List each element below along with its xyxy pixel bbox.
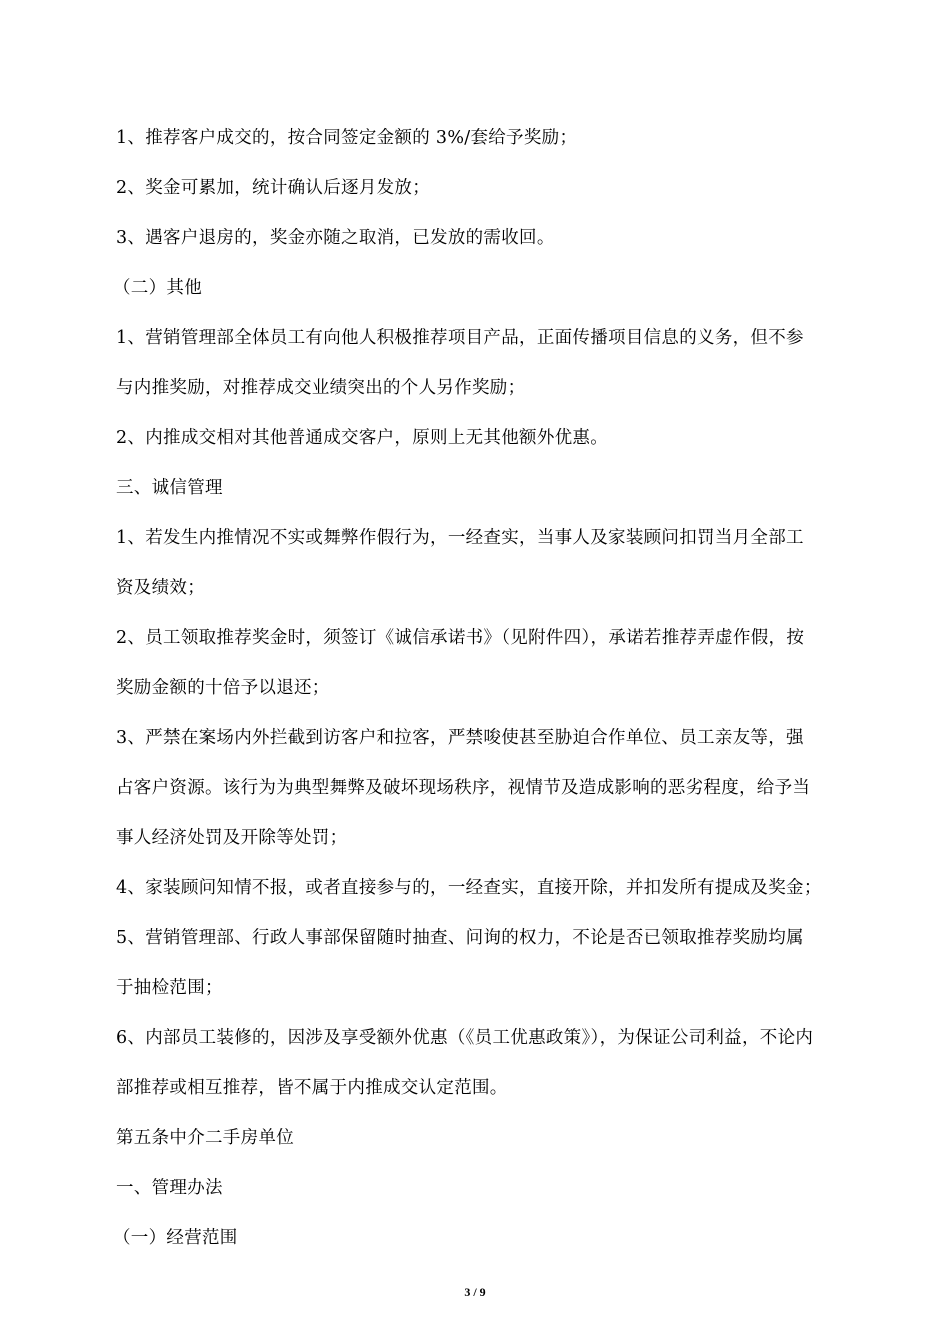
section-heading: 一、管理办法 (116, 1178, 223, 1198)
paragraph-line: 事人经济处罚及开除等处罚； (116, 828, 348, 848)
paragraph-line: 6、内部员工装修的，因涉及享受额外优惠（《员工优惠政策》），为保证公司利益，不论内 (116, 1028, 814, 1048)
paragraph-line: 1、推荐客户成交的，按合同签定金额的 3%/套给予奖励； (116, 128, 578, 148)
paragraph-line: 于抽检范围； (116, 978, 223, 998)
paragraph-line: 部推荐或相互推荐，皆不属于内推成交认定范围。 (116, 1078, 508, 1098)
subsection-heading: （一）经营范围 (113, 1228, 238, 1248)
paragraph-line: 1、营销管理部全体员工有向他人积极推荐项目产品，正面传播项目信息的义务，但不参 (116, 328, 804, 348)
page-number: 3 / 9 (464, 1285, 486, 1299)
paragraph-line: 与内推奖励，对推荐成交业绩突出的个人另作奖励； (116, 378, 526, 398)
section-heading: （二）其他 (113, 278, 202, 298)
paragraph-line: 奖励金额的十倍予以退还； (116, 678, 330, 698)
paragraph-line: 资及绩效； (116, 578, 205, 598)
section-heading: 三、诚信管理 (116, 478, 223, 498)
paragraph-line: 5、营销管理部、行政人事部保留随时抽查、问询的权力，不论是否已领取推荐奖励均属 (116, 928, 804, 948)
paragraph-line: 2、奖金可累加，统计确认后逐月发放； (116, 178, 431, 198)
paragraph-line: 1、若发生内推情况不实或舞弊作假行为，一经查实，当事人及家装顾问扣罚当月全部工 (116, 528, 804, 548)
paragraph-line: 占客户资源。该行为为典型舞弊及破坏现场秩序，视情节及造成影响的恶劣程度，给予当 (116, 778, 811, 798)
paragraph-line: 3、严禁在案场内外拦截到访客户和拉客，严禁唆使甚至胁迫合作单位、员工亲友等，强 (116, 728, 804, 748)
paragraph-line: 4、家装顾问知情不报，或者直接参与的，一经查实，直接开除，并扣发所有提成及奖金； (116, 878, 822, 898)
paragraph-line: 3、遇客户退房的，奖金亦随之取消，已发放的需收回。 (116, 228, 555, 248)
article-heading: 第五条中介二手房单位 (116, 1128, 294, 1148)
paragraph-line: 2、员工领取推荐奖金时，须签订《诚信承诺书》（见附件四），承诺若推荐弄虚作假，按 (116, 628, 805, 648)
paragraph-line: 2、内推成交相对其他普通成交客户，原则上无其他额外优惠。 (116, 428, 609, 448)
